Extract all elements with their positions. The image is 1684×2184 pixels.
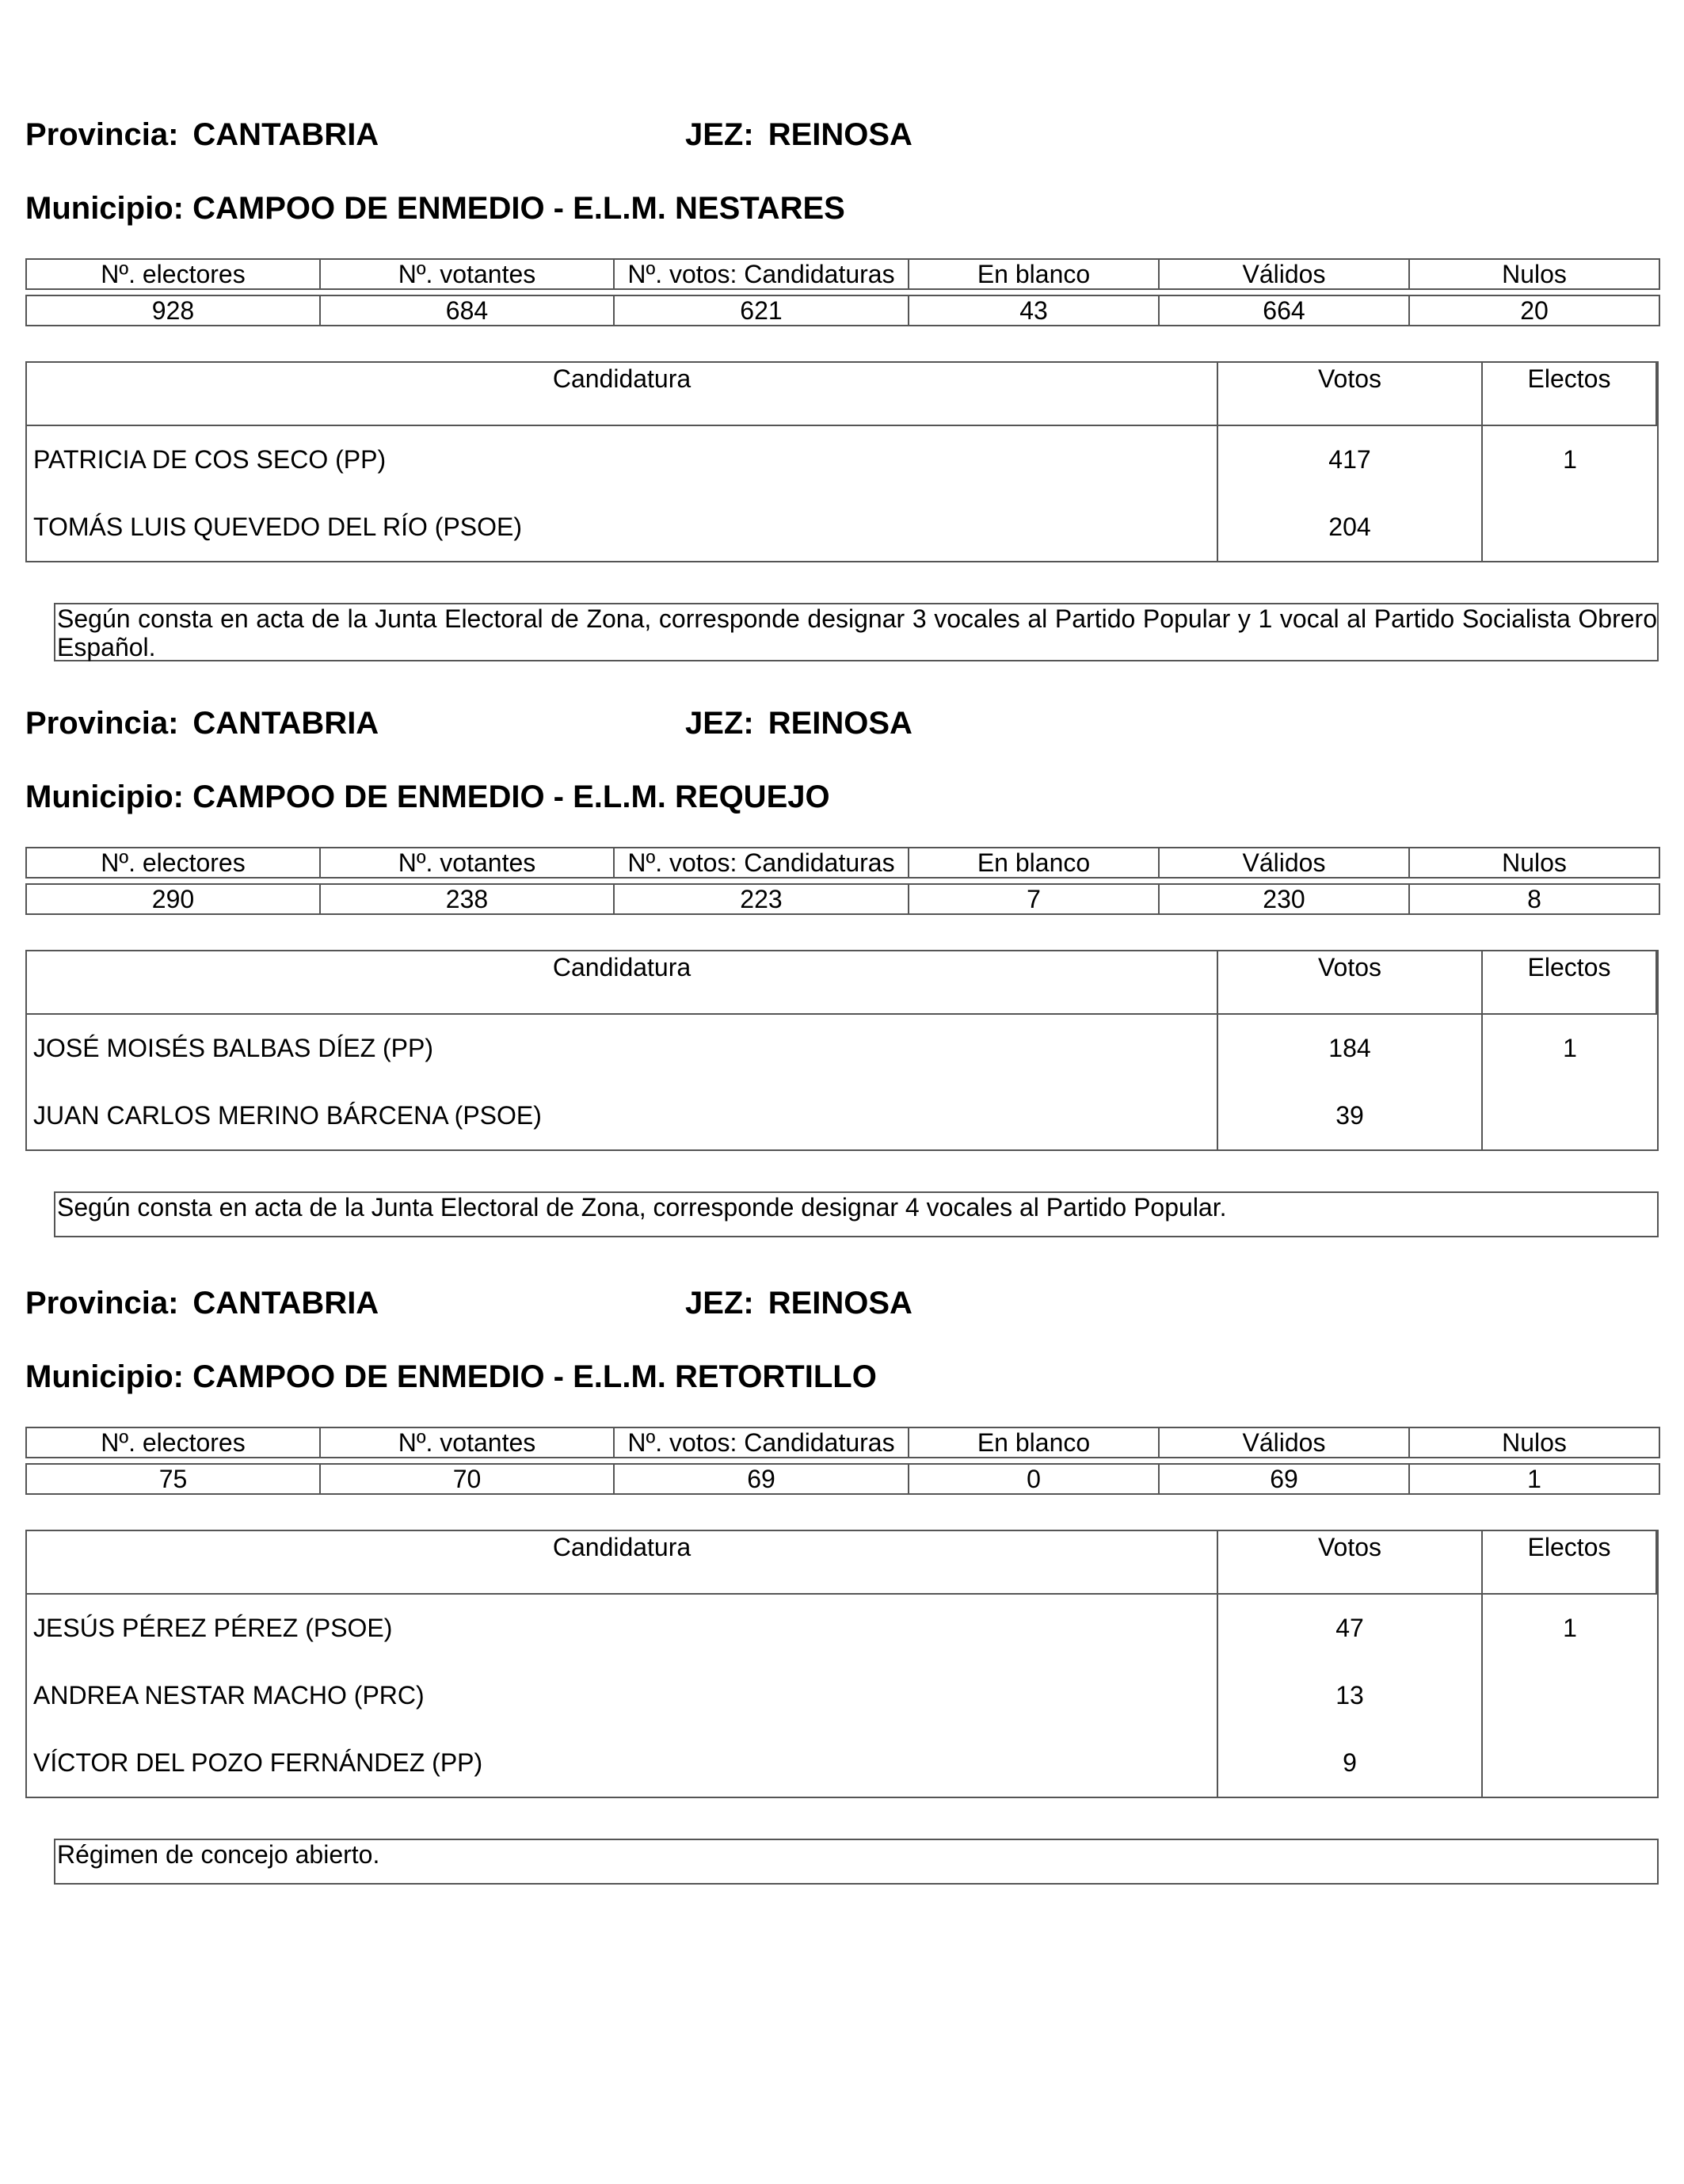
stats-header: Nulos xyxy=(1409,259,1659,289)
candidate-votos: 184 xyxy=(1217,1015,1481,1082)
stats-header: Nº. votantes xyxy=(320,259,614,289)
stats-header-row xyxy=(26,1427,1659,1458)
stats-header-row xyxy=(26,848,1659,878)
stats-value: 684 xyxy=(320,295,614,326)
stats-header: Nº. votos: Candidaturas xyxy=(614,259,909,289)
candidates-table xyxy=(25,950,1659,1151)
votos-header: Votos xyxy=(1217,363,1481,425)
provincia-label: Provincia: xyxy=(25,706,179,741)
provincia-value: CANTABRIA xyxy=(192,117,379,152)
stats-header: Nº. electores xyxy=(26,259,320,289)
candidatura-header: Candidatura xyxy=(552,364,692,393)
municipio-value: CAMPOO DE ENMEDIO - E.L.M. REQUEJO xyxy=(192,779,830,814)
candidate-name: JOSÉ MOISÉS BALBAS DÍEZ (PP) xyxy=(33,1034,434,1062)
candidate-electos xyxy=(1481,494,1657,561)
candidate-votos: 417 xyxy=(1217,426,1481,494)
stats-table xyxy=(25,1427,1660,1495)
jez-label: JEZ: xyxy=(685,117,754,152)
candidate-votos: 13 xyxy=(1217,1662,1481,1729)
candidate-row xyxy=(27,426,1657,494)
stats-header: Válidos xyxy=(1159,848,1409,878)
municipio-line xyxy=(25,1361,877,1393)
stats-header: Válidos xyxy=(1159,259,1409,289)
municipio-line xyxy=(25,192,845,224)
note-box: Según consta en acta de la Junta Electoral de Zona, corresponde designar 3 vocales al Partido Popular y 1 vocal al Partido Socialista Obrero Español. xyxy=(54,603,1659,661)
stats-value: 69 xyxy=(614,1464,909,1494)
stats-value: 238 xyxy=(320,884,614,914)
stats-value: 223 xyxy=(614,884,909,914)
stats-value-row xyxy=(26,295,1659,326)
candidate-votos: 39 xyxy=(1217,1082,1481,1149)
candidate-row xyxy=(27,1015,1657,1082)
stats-header: Nº. votantes xyxy=(320,848,614,878)
electos-header: Electos xyxy=(1481,951,1657,1013)
candidate-electos: 1 xyxy=(1481,1015,1657,1082)
stats-header: Nº. votos: Candidaturas xyxy=(614,1427,909,1458)
municipio-value: CAMPOO DE ENMEDIO - E.L.M. NESTARES xyxy=(192,191,845,226)
candidate-name: JESÚS PÉREZ PÉREZ (PSOE) xyxy=(33,1614,393,1642)
jez-label: JEZ: xyxy=(685,706,754,741)
municipio-label: Municipio: xyxy=(25,779,184,814)
stats-header: En blanco xyxy=(909,848,1159,878)
provincia-label: Provincia: xyxy=(25,1286,179,1321)
stats-value: 75 xyxy=(26,1464,320,1494)
municipio-label: Municipio: xyxy=(25,1359,184,1394)
candidates-table xyxy=(25,361,1659,562)
votos-header: Votos xyxy=(1217,951,1481,1013)
candidatura-header: Candidatura xyxy=(552,953,692,981)
stats-header: Válidos xyxy=(1159,1427,1409,1458)
candidate-votos: 204 xyxy=(1217,494,1481,561)
candidatura-header: Candidatura xyxy=(552,1533,692,1561)
candidate-electos: 1 xyxy=(1481,1595,1657,1662)
stats-value: 69 xyxy=(1159,1464,1409,1494)
candidate-name: JUAN CARLOS MERINO BÁRCENA (PSOE) xyxy=(33,1101,542,1130)
jez-value: REINOSA xyxy=(768,706,912,741)
stats-value: 621 xyxy=(614,295,909,326)
candidate-row xyxy=(27,1595,1657,1662)
municipio-label: Municipio: xyxy=(25,191,184,226)
candidate-votos: 47 xyxy=(1217,1595,1481,1662)
candidate-electos xyxy=(1481,1662,1657,1729)
stats-value: 43 xyxy=(909,295,1159,326)
provincia-value: CANTABRIA xyxy=(192,706,379,741)
candidate-electos xyxy=(1481,1729,1657,1797)
provincia-line xyxy=(25,707,379,739)
municipio-value: CAMPOO DE ENMEDIO - E.L.M. RETORTILLO xyxy=(192,1359,877,1394)
provincia-line xyxy=(25,1287,379,1319)
provincia-value: CANTABRIA xyxy=(192,1286,379,1321)
note-box: Régimen de concejo abierto. xyxy=(54,1839,1659,1885)
stats-header: Nº. electores xyxy=(26,848,320,878)
jez-value: REINOSA xyxy=(768,117,912,152)
candidate-name: ANDREA NESTAR MACHO (PRC) xyxy=(33,1681,425,1709)
stats-header: Nº. votantes xyxy=(320,1427,614,1458)
stats-value: 7 xyxy=(909,884,1159,914)
candidate-row xyxy=(27,1082,1657,1149)
candidate-name: PATRICIA DE COS SECO (PP) xyxy=(33,445,387,474)
stats-value: 70 xyxy=(320,1464,614,1494)
stats-header: Nº. electores xyxy=(26,1427,320,1458)
jez-value: REINOSA xyxy=(768,1286,912,1321)
stats-value: 664 xyxy=(1159,295,1409,326)
stats-header: Nulos xyxy=(1409,848,1659,878)
stats-value-row xyxy=(26,1464,1659,1494)
stats-value: 290 xyxy=(26,884,320,914)
candidates-table xyxy=(25,1530,1659,1798)
municipio-line xyxy=(25,781,830,813)
candidate-electos xyxy=(1481,1082,1657,1149)
candidate-electos: 1 xyxy=(1481,426,1657,494)
electos-header: Electos xyxy=(1481,1531,1657,1593)
candidate-name: VÍCTOR DEL POZO FERNÁNDEZ (PP) xyxy=(33,1748,483,1777)
candidate-row xyxy=(27,494,1657,561)
votos-header: Votos xyxy=(1217,1531,1481,1593)
stats-header-row xyxy=(26,259,1659,289)
candidates-header-row xyxy=(27,363,1657,426)
stats-value: 0 xyxy=(909,1464,1159,1494)
electos-header: Electos xyxy=(1481,363,1657,425)
stats-value: 1 xyxy=(1409,1464,1659,1494)
candidates-header-row xyxy=(27,951,1657,1015)
stats-value: 20 xyxy=(1409,295,1659,326)
stats-value-row xyxy=(26,884,1659,914)
stats-table xyxy=(25,847,1660,915)
jez-line xyxy=(685,1287,912,1319)
stats-header: En blanco xyxy=(909,1427,1159,1458)
candidate-votos: 9 xyxy=(1217,1729,1481,1797)
stats-table xyxy=(25,258,1660,326)
note-box: Según consta en acta de la Junta Electoral de Zona, corresponde designar 4 vocales al Partido Popular. xyxy=(54,1191,1659,1237)
stats-value: 8 xyxy=(1409,884,1659,914)
candidate-name: TOMÁS LUIS QUEVEDO DEL RÍO (PSOE) xyxy=(33,513,523,541)
candidate-row xyxy=(27,1729,1657,1797)
stats-header: Nulos xyxy=(1409,1427,1659,1458)
stats-value: 230 xyxy=(1159,884,1409,914)
provincia-line xyxy=(25,119,379,151)
jez-line xyxy=(685,119,912,151)
candidate-row xyxy=(27,1662,1657,1729)
stats-value: 928 xyxy=(26,295,320,326)
provincia-label: Provincia: xyxy=(25,117,179,152)
jez-line xyxy=(685,707,912,739)
stats-header: Nº. votos: Candidaturas xyxy=(614,848,909,878)
candidates-header-row xyxy=(27,1531,1657,1595)
stats-header: En blanco xyxy=(909,259,1159,289)
jez-label: JEZ: xyxy=(685,1286,754,1321)
